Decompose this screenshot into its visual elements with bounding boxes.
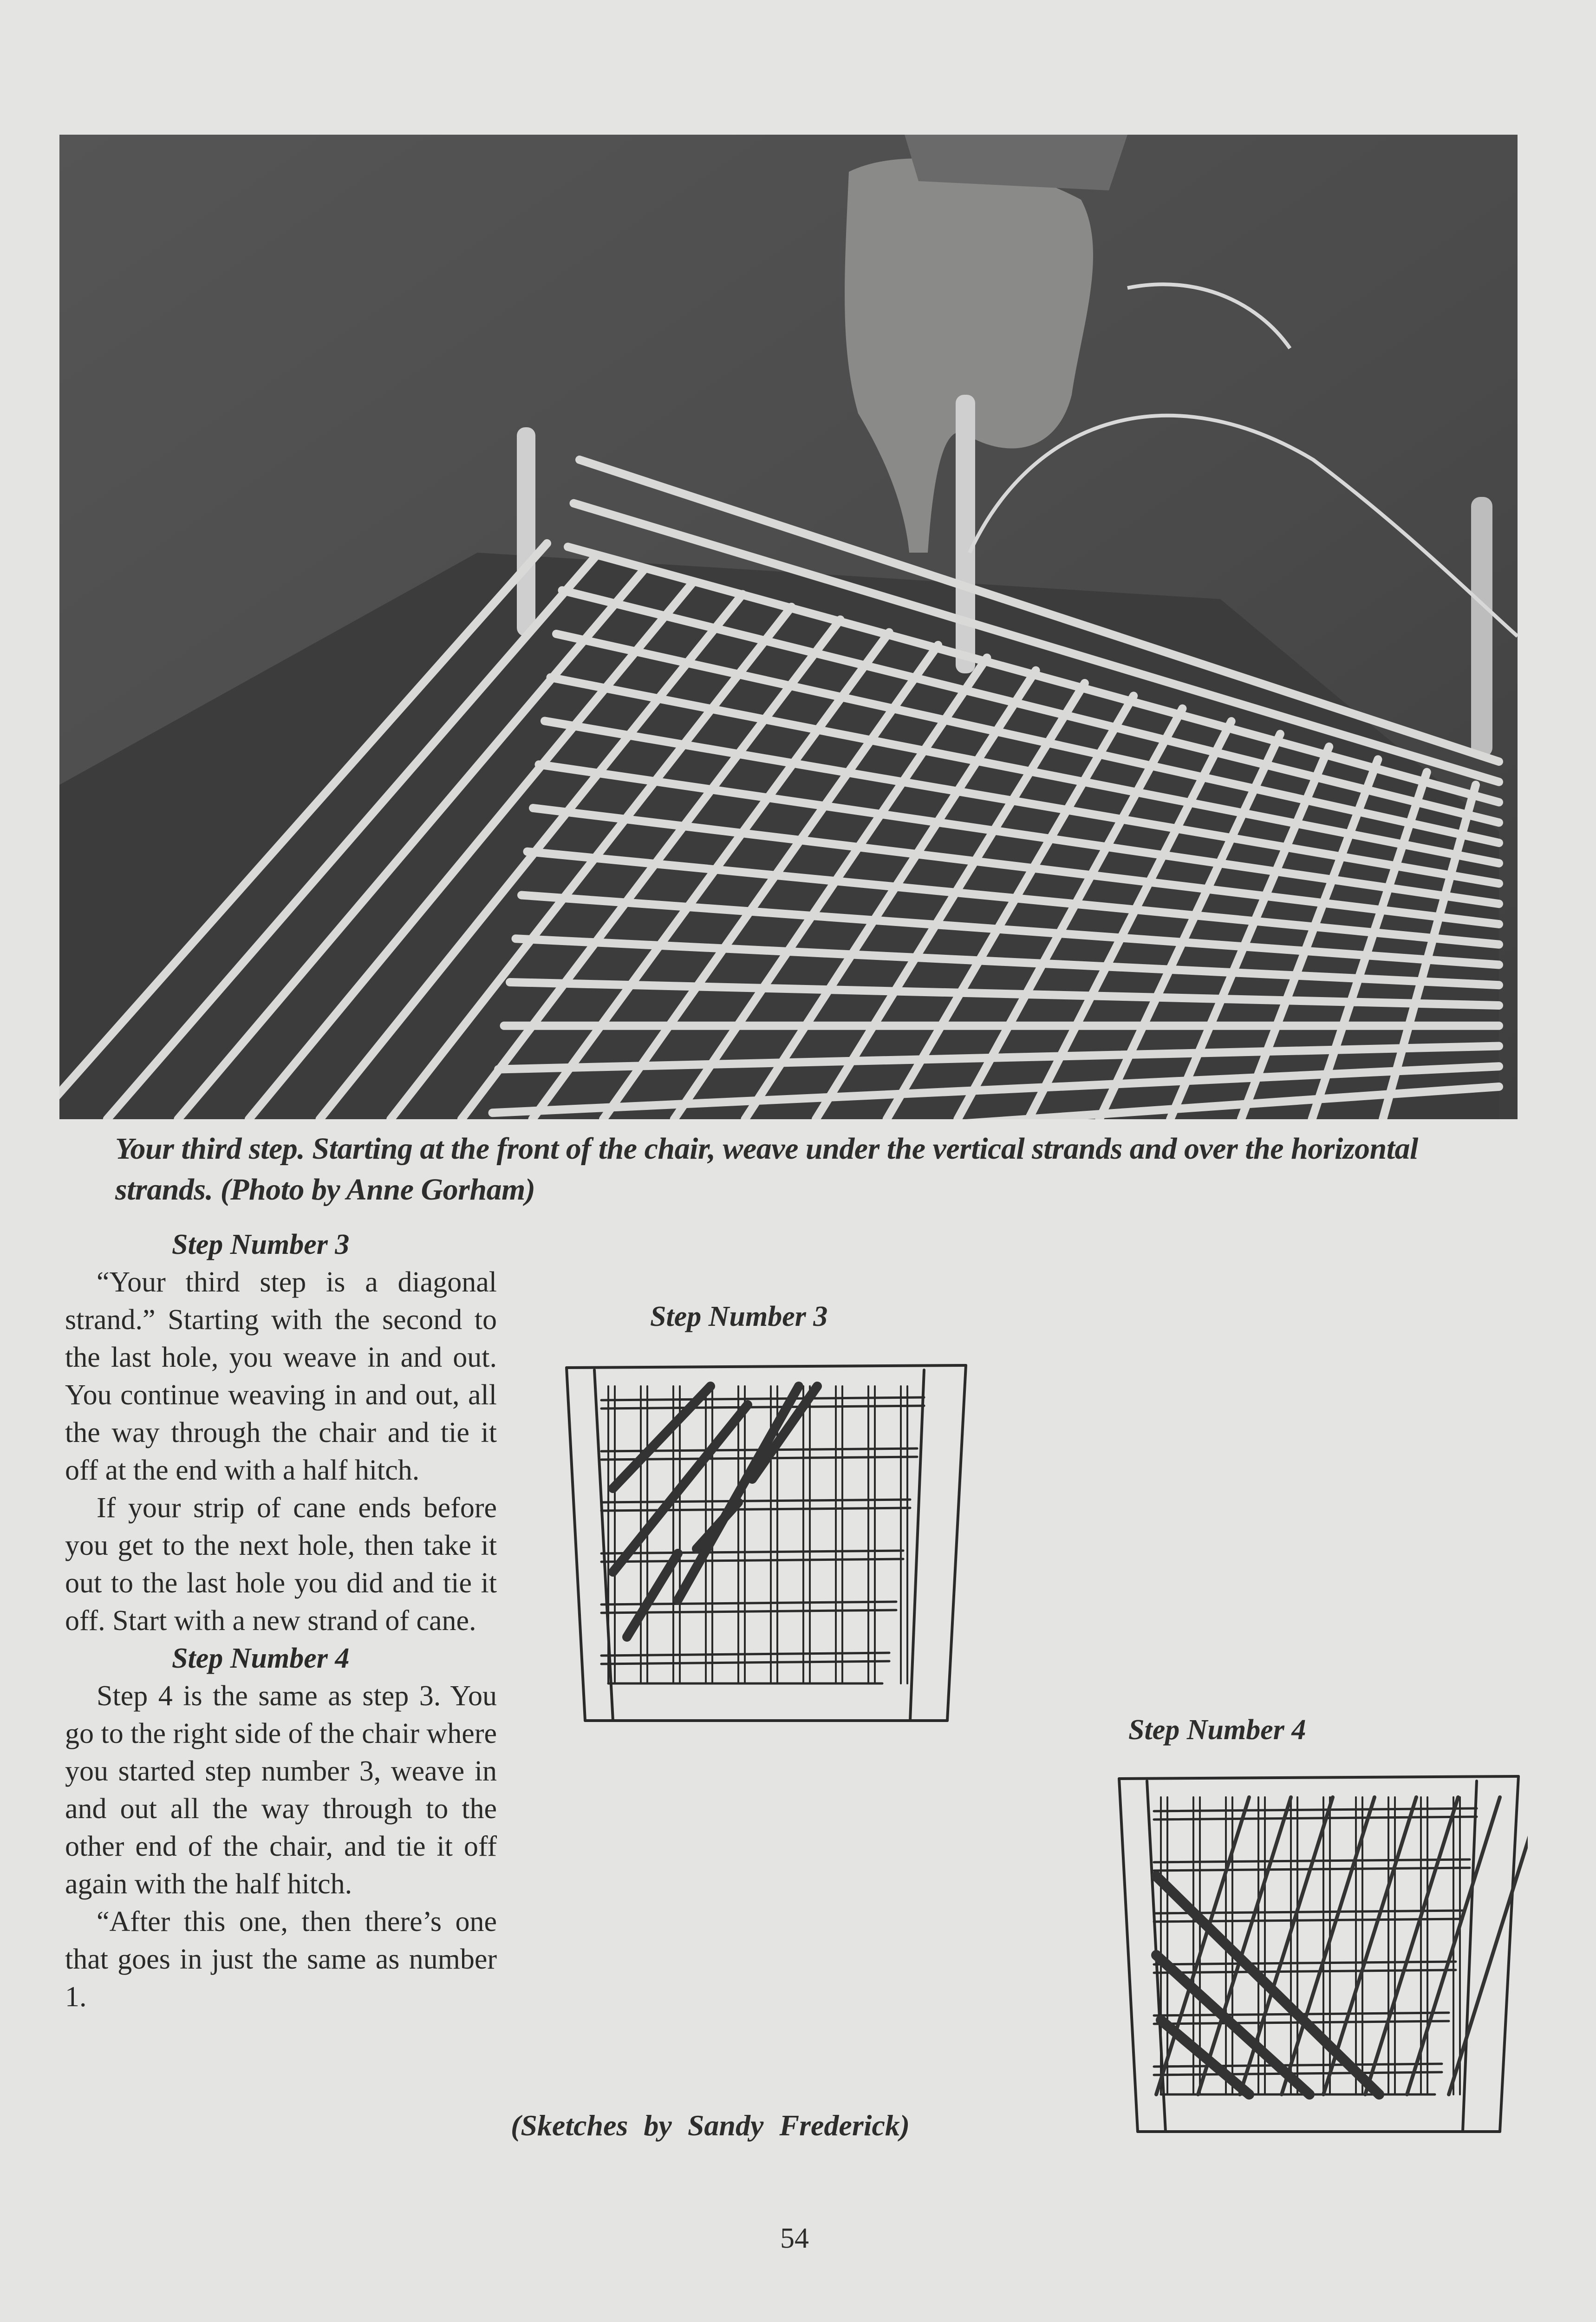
frame-left-outer: [1119, 1779, 1138, 2132]
wrist: [905, 135, 1127, 190]
frame-right-outer: [1500, 1776, 1518, 2132]
frame-left-outer: [567, 1368, 585, 1721]
section-heading: Step Number 3: [172, 1229, 350, 1260]
horizontal-strand: [1154, 2064, 1442, 2067]
page-number: 54: [780, 2223, 809, 2254]
paragraph: If your strip of cane ends before you get to the next hole, then take it out to the last hole you did and tie it off. Start with a new strand of cane.: [65, 1492, 497, 1637]
photo-caption: Your third step. Starting at the front of the chair, weave under the vertical strands and over the horizontal strands. (Photo by Anne Gorham): [115, 1132, 1418, 1207]
article-column: [65, 1226, 497, 2016]
frame-right-inner: [910, 1370, 924, 1721]
diagonal-strand: [627, 1553, 678, 1637]
peg: [517, 427, 535, 636]
horizontal-strand: [1154, 2072, 1442, 2075]
sketch-title-step-3: Step Number 3: [650, 1301, 828, 1332]
frame-top: [1119, 1776, 1518, 1779]
photo-illustration: [59, 135, 1518, 1119]
diagonal-strand-light: [1365, 1797, 1458, 2094]
frame-right-outer: [947, 1365, 966, 1721]
sketch-step-4: [1110, 1760, 1528, 2150]
sketch-step-3: [557, 1349, 975, 1739]
paragraph: Step 4 is the same as step 3. You go to the right side of the chair where you started step number 3, weave in and out all the way through to the other end of the chair, and tie it off again with the half hitch.: [65, 1680, 497, 1900]
diagonal-strand-light: [1198, 1797, 1291, 2094]
sketch-credit: (Sketches by Sandy Frederick): [511, 2109, 910, 2142]
frame-top: [567, 1365, 966, 1368]
sketch-title-step-4: Step Number 4: [1128, 1714, 1306, 1746]
paragraph: “After this one, then there’s one that goes in just the same as number 1.: [65, 1906, 497, 2013]
peg: [1471, 497, 1492, 757]
frame-right-inner: [1463, 1781, 1477, 2132]
diagonal-strand: [752, 1386, 817, 1479]
horizontal-strand: [601, 1661, 889, 1664]
frame-left-inner: [594, 1370, 613, 1721]
horizontal-strand: [601, 1653, 889, 1656]
cane-weaving-photo: [59, 135, 1518, 1119]
peg: [956, 395, 975, 673]
paragraph: “Your third step is a diagonal strand.” Starting with the second to the last hole, you weave in and out. You continue weaving in and out, all the way through the chair and tie it off at the end with a half hitch.: [65, 1266, 497, 1486]
section-heading: Step Number 4: [172, 1643, 350, 1674]
